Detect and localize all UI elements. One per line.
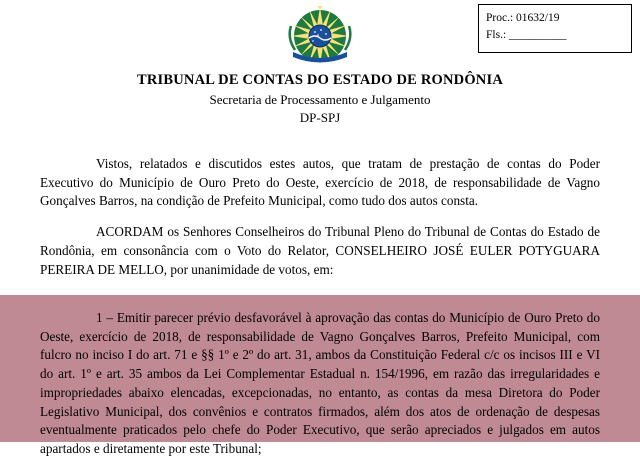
organization-department: DP-SPJ xyxy=(299,110,341,125)
paragraph-acordam: ACORDAM os Senhores Conselheiros do Tribunal Pleno do Tribunal de Contas do Estado de Rondônia, em consonância com o Voto do Relator, CONSELHEIRO JOSÉ EULER POTYGUARA PEREIRA DE MELLO, por unanimidade de votos, em: xyxy=(40,224,600,277)
document-header xyxy=(0,72,640,126)
fls-line xyxy=(486,27,624,44)
proc-value: 01632/19 xyxy=(516,12,560,24)
document-body xyxy=(40,155,600,291)
fls-value: __________ xyxy=(509,29,567,42)
paragraph-item-1: 1 – Emitir parecer prévio desfavorável à aprovação das contas do Município de Ouro Preto do Oeste, exercício de 2018, de responsabilidade de Vagno Gonçalves Barros, Prefeito Municipal, com fulcro no inciso I do art. 71 e §§ 1º e 2º do art. 31, ambos da Constituição Federal c/c os incisos III e VI do art. 1º e art. 35 ambos da Lei Complementar Estadual n. 154/1996, em razão das irregularidades e impropriedades abaixo elencadas, excepcionadas, no entanto, as contas da mesa Diretora do Poder Legislativo Municipal, dos convênios e contratos firmados, além dos atos de ordenação de despesas eventualmente praticados pelo chefe do Poder Executivo, que serão apreciados e julgados em autos apartados e diretamente por este Tribunal; xyxy=(40,310,600,457)
coat-of-arms-icon xyxy=(283,6,357,68)
proc-line xyxy=(486,10,624,27)
proc-label: Proc.: xyxy=(486,12,514,24)
fls-label: Fls.: xyxy=(486,29,507,42)
organization-subtitle: Secretaria de Processamento e Julgamento xyxy=(209,92,431,107)
process-number-box xyxy=(478,4,632,53)
paragraph-vistos: Vistos, relatados e discutidos estes autos, que tratam de prestação de contas do Poder Executivo do Município de Ouro Preto do Oeste, exercício de 2018, de responsabilidade de Vagno Gonçalves Barros, na condição de Prefeito Municipal, como tudo dos autos consta. xyxy=(40,156,600,209)
organization-name: TRIBUNAL DE CONTAS DO ESTADO DE RONDÔNIA xyxy=(137,72,503,88)
highlighted-passage xyxy=(0,295,640,457)
highlighted-passage-inner xyxy=(40,309,600,459)
